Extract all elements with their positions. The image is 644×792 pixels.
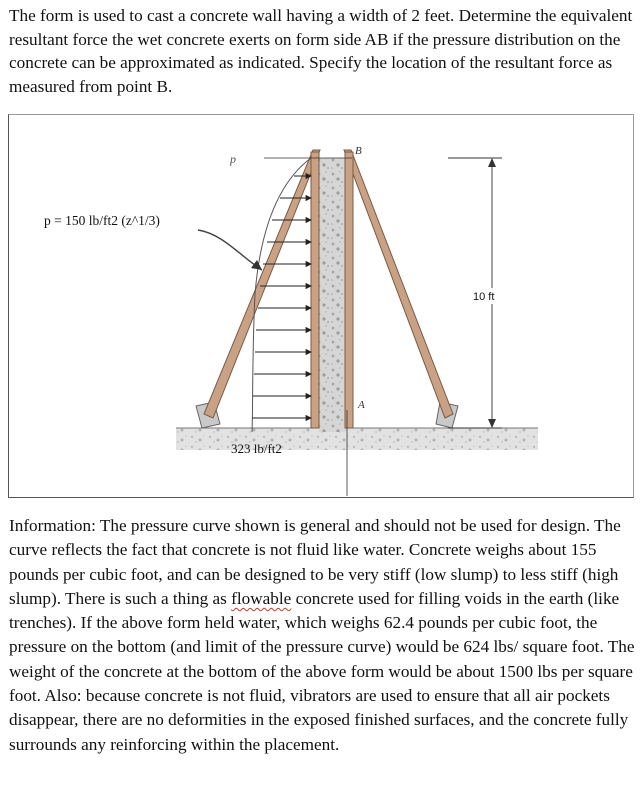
flowable-word: flowable (231, 588, 292, 608)
info-text-after: concrete used for filling voids in the earth (like trenches). If the above form held water, which weighs 62.4 pounds per cubic foot, the pressure on the bottom (and limit of the pressure curve) would be 624 lbs/ square foot. The weight of the concrete at the bottom of the above form would be about 1500 lbs per square foot. Also: because concrete is not fluid, vibrators are used to ensure that all air pockets disappear, there are no deformities in the exposed finished surfaces, and the concrete fully surrounds any reinforcing within the placement. (9, 588, 635, 754)
form-diagram (8, 114, 634, 498)
point-b-label: B (355, 145, 362, 157)
height-label: 10 ft (473, 291, 495, 303)
p-symbol-label: p (230, 152, 236, 166)
concrete-wall (319, 158, 345, 432)
left-form-board (311, 152, 319, 428)
leader-arrowhead (251, 260, 262, 270)
equation-leader (198, 230, 262, 270)
pressure-equation-label: p = 150 lb/ft2 (z^1/3) (44, 213, 160, 228)
right-form-board (345, 152, 353, 428)
info-text-before: Information: The pressure curve shown is general and should not be used for design. The curve reflects the fact that concrete is not fluid like water. Concrete weighs about 155 pounds per cubic foot, and can be designed to be very stiff (low slump) to less stiff (high slump). There is such a thing as (9, 516, 621, 608)
left-brace (204, 150, 320, 418)
bottom-pressure-label: 323 lb/ft2 (231, 441, 282, 456)
problem-statement: The form is used to cast a concrete wall having a width of 2 feet. Determine the equivalent resultant force the wet concrete exerts on form side AB if the pressure distribution on the concrete can be approximated as indicated. Specify the location of the resultant force as measured from point B. (9, 6, 633, 96)
point-a-label: A (358, 399, 365, 411)
information-paragraph (9, 514, 637, 757)
right-brace (344, 150, 453, 418)
